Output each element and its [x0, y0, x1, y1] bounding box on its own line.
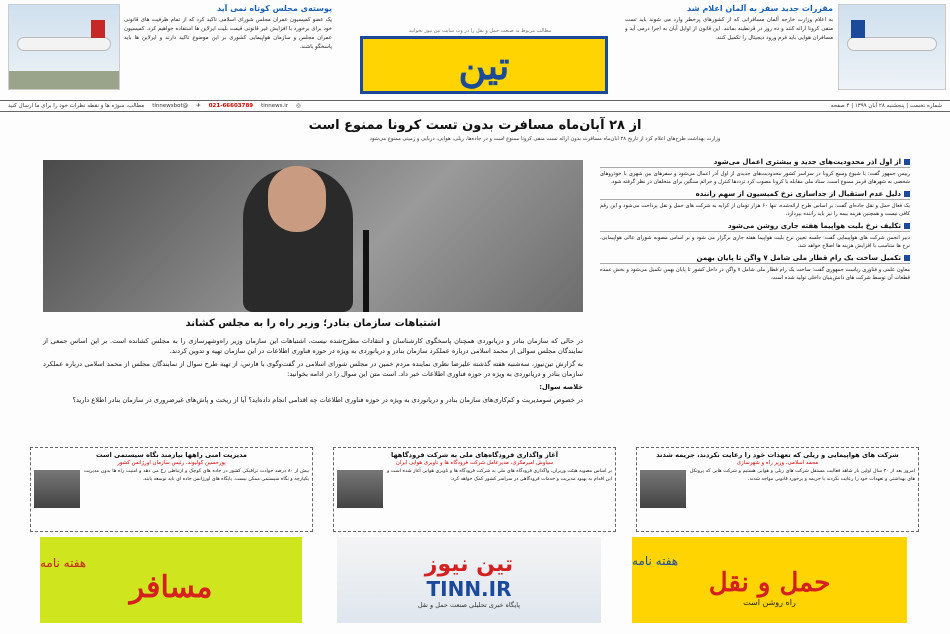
- page-headline[interactable]: از ۲۸ آبان‌ماه مسافرت بدون تست کرونا ممنوع است: [308, 118, 642, 133]
- news-item[interactable]: [600, 222, 910, 250]
- main-article-photo: [43, 160, 583, 312]
- box-byline: پورحسین کولیوند، رئیس سازمان اورژانس کشور: [117, 460, 226, 466]
- portrait-photo: [337, 470, 383, 508]
- opinion-box[interactable]: [30, 447, 313, 532]
- tinn-logo[interactable]: [360, 36, 608, 94]
- box-title: آغاز واگذاری فرودگاه‌های ملی به شرکت فرودگاهها: [390, 451, 559, 459]
- box-byline: سیاوش امیرمکری، مدیرعامل شرکت فرودگاه ها و ناوبری هوایی ایران: [395, 460, 554, 466]
- main-paragraph: به گزارش تین‌نیوز، سه‌شنبه هفته گذشته علیرضا نظری نماینده مردم خمین در مجلس شورای اسلامی در گفت‌وگوی با فارس، از تهیه طرح سوال از نمایندگان مجلس از محمد اسلامی درباره عملکرد سازمان بنادر و دریانوردی به ویژه در حوزه فناوری اطلاعات خبر داد. است متن این سوال را در ادامه بخوانید:: [43, 360, 583, 378]
- box-text: بیش از ۸۰ درصد حوادث ترافیکی کشور در جاده های کوچک و ارتباطی رخ می دهد و امنیت راه ها بدون مدیریت یکپارچه و نگاه سیستمی ممکن نیست. پایگاه های اورژانس جاده ای باید توسعه یابند.: [84, 469, 309, 482]
- info-bar: [0, 100, 950, 112]
- main-article-title[interactable]: اشتباهات سازمان بنادر؛ وزیر راه را به مجلس کشاند: [185, 318, 441, 329]
- social-handle[interactable]: @tinnewsbot: [152, 103, 189, 109]
- hamlonaghl-ad[interactable]: [632, 537, 907, 623]
- left-teaser[interactable]: [625, 4, 833, 98]
- left-plane-photo: [8, 4, 120, 98]
- mosafer-ad[interactable]: [40, 537, 302, 623]
- masthead: [0, 0, 950, 100]
- main-article-body: [43, 336, 583, 408]
- phone-number[interactable]: 021-66603789: [208, 103, 254, 109]
- logo-text: تین: [458, 42, 510, 88]
- news-item[interactable]: [600, 254, 910, 282]
- ad-brand-en: TINN.IR: [426, 576, 512, 601]
- news-item[interactable]: [600, 190, 910, 218]
- site-link[interactable]: tinnews.ir: [261, 103, 289, 109]
- right-teaser-text: یک عضو کمیسیون عمران مجلس شورای اسلامی تاکید کرد که از تمام ظرفیت های قانونی خود برای برخورد با افزایش غیر قانونی قیمت بلیت ایرلاین ها استفاده خواهیم کرد. کمیسیون عمران مجلس و سازمان هواپیمایی کشوری بر این موضوع تاکید دارند و ایرلاین ها باید پاسخگو باشند.: [124, 17, 332, 50]
- bullet-icon: [904, 191, 910, 197]
- news-item-text: یک فعال حمل و نقل جاده‌ای گفت: بر اساس طرح ارائه‌شده، تنها ۶۰ هزار تومان از کرایه به شرکت های حمل و نقل پرداخت می‌شود و این رقم کافی نیست و همچنین هزینه بیمه را نیز باید راننده بپردازد.: [600, 203, 910, 217]
- main-paragraph: خلاصه سوال:: [539, 383, 583, 391]
- ad-brand: مسافر: [129, 569, 213, 605]
- instagram-icon: ◎: [296, 103, 301, 109]
- contact-note: مطالب، سوژه ها و نقطه نظرات خود را برای ما ارسال کنید: [8, 103, 145, 109]
- right-teaser-title: پوسته‌ی مجلس کوتاه نمی آید: [217, 4, 332, 13]
- left-teaser-title: مقررات جدید سفر به آلمان اعلام شد: [687, 4, 833, 13]
- right-plane-photo: [838, 4, 946, 98]
- box-title: مدیریت امنی راهها نیازمند نگاه سیستمی است: [96, 451, 247, 459]
- ad-small-label: هفته نامه: [632, 553, 679, 568]
- tinnews-ad[interactable]: [337, 537, 601, 623]
- opinion-box[interactable]: [636, 447, 919, 532]
- top-strip: مطالب مربوط به صنعت حمل و نقل را در وب سایت تین نیوز بخوانید: [408, 28, 552, 34]
- portrait-photo: [640, 470, 686, 508]
- news-item-text: معاون علمی و فناوری ریاست جمهوری گفت: ساخت یک رام قطار ملی شامل ۷ واگن در داخل کشور تا پایان بهمن تکمیل می‌شود و بخش عمده قطعات آن توسط شرکت های دانش‌بنیان داخلی تولید شده است.: [600, 267, 910, 281]
- box-text: امروز بعد از ۴۰ سال اولین بار شاهد فعالیت مستقل شرکت های ریلی و هوایی هستیم و شرکت هایی که پروتکل های بهداشتی و تعهدات خود را رعایت نکردند با جریمه و برخورد قانونی مواجه شدند.: [690, 469, 915, 482]
- news-item-text: دبیر انجمن شرکت های هواپیمایی گفت: جلسه تعیین نرخ بلیت هواپیما هفته جاری برگزار می شود و بر اساس مصوبه شورای عالی هواپیمایی، نرخ ها متناسب با افزایش هزینه ها اصلاح خواهد شد.: [600, 235, 910, 249]
- box-title: شرکت های هواپیمایی و ریلی که تعهدات خود را رعایت نکردند، جریمه شدند: [656, 451, 899, 459]
- main-paragraph: در خصوص سومدیریت و کم‌کاری‌های سازمان بنادر و دریانوردی به ویژه در حوزه فناوری اطلاعات چه اقدامی انجام داده‌اید؟ آیا از ریخت و پاش‌های غیرضروری در سازمان بنادر اطلاع دارید؟: [72, 396, 583, 404]
- news-item[interactable]: [600, 158, 910, 186]
- news-item-title: تکلیف نرخ بلیت هواپیما هفته جاری روشن می‌شود: [728, 222, 901, 230]
- issue-info: شماره نخست | پنجشنبه ۲۸ آبان ۱۳۹۹ | ۴ صفحه: [830, 103, 942, 109]
- telegram-icon: ✈: [196, 103, 201, 109]
- ad-tagline: پایگاه خبری تحلیلی صنعت حمل و نقل: [417, 600, 521, 609]
- left-teaser-text: به اعلام وزارت خارجه آلمان مسافرانی که از کشورهای پرخطر وارد می شوند باید تست منفی کرونا ارائه کنند و ده روز در قرنطینه بمانند. این قانون از اوایل آبان به اجرا درمی آید و مسافران هوایی باید فرم ورود دیجیتال را تکمیل کنند.: [625, 17, 833, 41]
- bullet-icon: [904, 255, 910, 261]
- page-subhead: وزارت بهداشت طرح‌های اعلام کرد از تاریخ ۲۸ آبان‌ماه مسافرت‌ بدون ارائه تست منفی کرونا ممنوع است و در جاده‌ها، ریلی، هوایی، دریایی و زمینی ممنوع می‌شود: [369, 136, 721, 142]
- news-item-text: رییس جمهور گفت: با شیوع وسیع کرونا در سراسر کشور محدودیت‌های جدیدی از اول آذر اعمال می‌شود و سفرهای بین شهری با خودروهای شخصی به شهرهای قرمز ممنوع است. ستاد ملی مقابله با کرونا مصوب کرد ترددها کنترل و جرائم سنگین برای متخلفان در نظر گرفته شود.: [600, 171, 910, 185]
- main-paragraph: در حالی که سازمان بنادر و دریانوردی همچنان پاسخگوی کارشناسان و انتقادات مطرح‌شده نیست، اشتباهات این سازمان وزیر راه‌وشهرسازی را به مجلس کشانده است. بر این اساس جمعی از نمایندگان مجلس سوالی از محمد اسلامی درباره عملکرد سازمان بنادر و دریانوردی به ویژه در حوزه فناوری اطلاعات در این سازمان تهیه و تدوین کردند.: [43, 337, 583, 355]
- news-item-title: از اول آذر محدودیت‌های جدید و بیشتری اعمال می‌شود: [713, 158, 901, 166]
- news-item-title: تکمیل ساخت یک رام قطار ملی شامل ۷ واگن تا پایان بهمن: [696, 254, 901, 262]
- ad-brand: حمل و نقل: [708, 567, 831, 598]
- ad-tagline: راه روشن است: [743, 597, 796, 607]
- portrait-photo: [34, 470, 80, 508]
- bullet-icon: [904, 223, 910, 229]
- box-text: بر اساس مصوبه هیئت وزیران، واگذاری فرودگاه های ملی به شرکت فرودگاه ها و ناوبری هوایی آغاز شده است و این اقدام به بهبود مدیریت و خدمات فرودگاهی در سراسر کشور کمک خواهد کرد.: [387, 469, 612, 482]
- ad-small-label: هفته نامه: [40, 555, 87, 570]
- opinion-boxes: [30, 447, 920, 532]
- opinion-box[interactable]: [333, 447, 616, 532]
- right-teaser[interactable]: [124, 4, 332, 98]
- news-item-title: دلیل عدم استقبال از جداسازی نرخ کمیسیون از سهم راننده: [695, 190, 901, 198]
- right-news-column: [600, 158, 910, 440]
- bullet-icon: [904, 159, 910, 165]
- box-byline: محمد اسلامی، وزیر راه و شهرسازی: [736, 460, 819, 466]
- ad-brand-fa: تین نیوز: [424, 551, 514, 577]
